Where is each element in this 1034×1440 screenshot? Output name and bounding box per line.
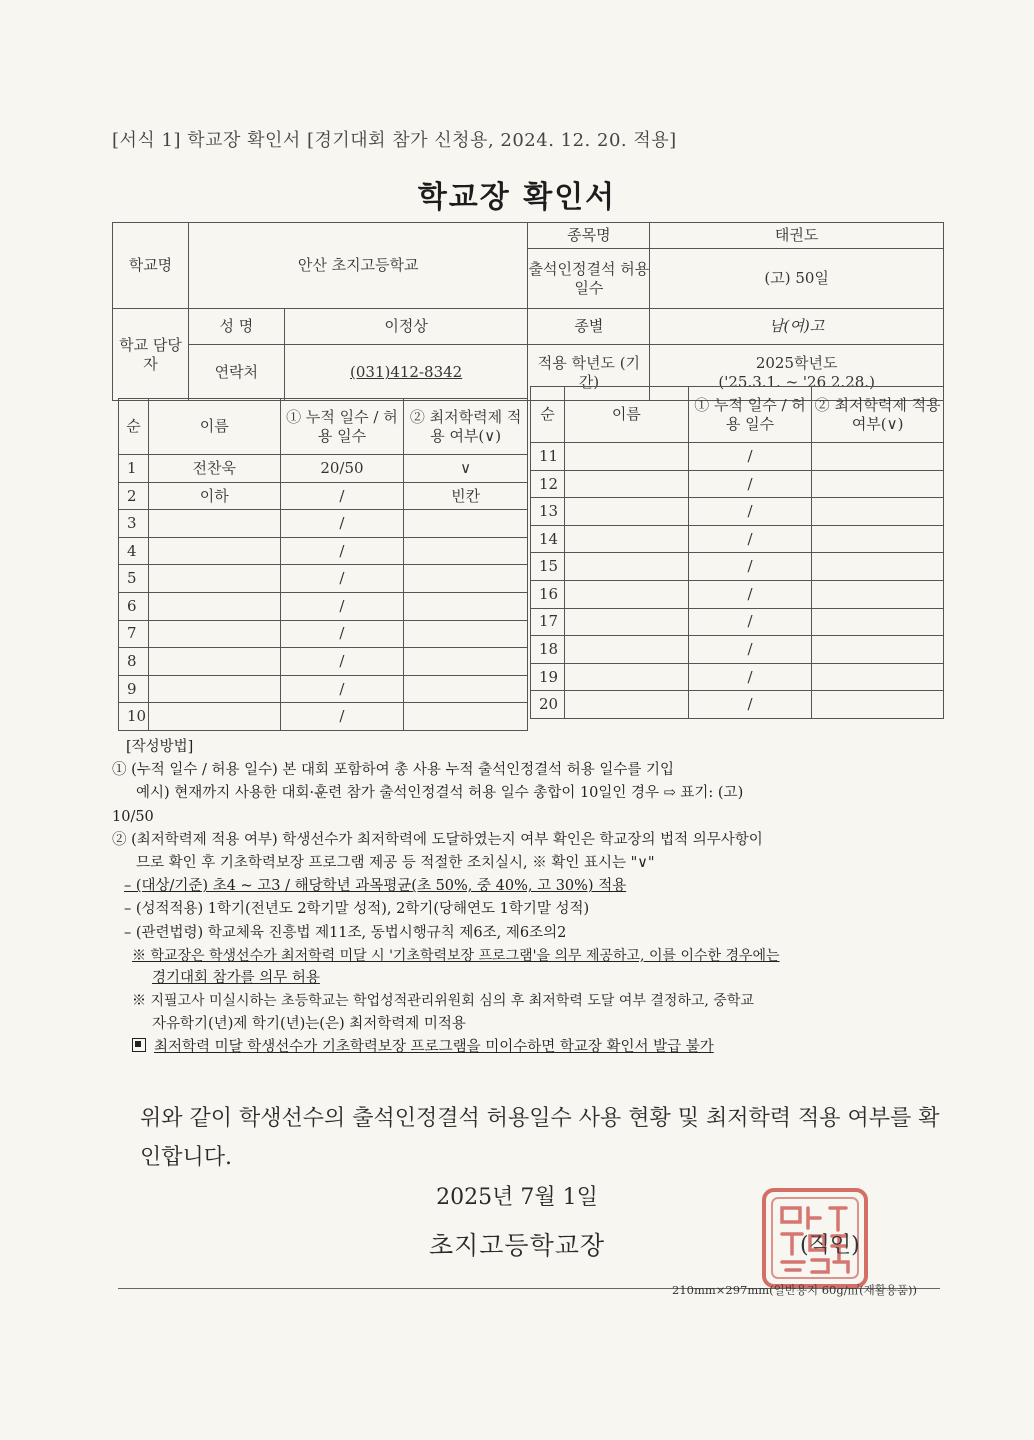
row-number: 14 bbox=[531, 525, 565, 553]
students-table-left bbox=[118, 398, 528, 731]
days-used: / bbox=[280, 482, 404, 510]
minimum-grade-check bbox=[404, 620, 528, 648]
student-name: 전찬욱 bbox=[148, 455, 280, 483]
student-name bbox=[564, 553, 688, 581]
method-line-7: – (성적적용) 1학기(전년도 2학기말 성적), 2학기(당해연도 1학기말 성적) bbox=[124, 901, 590, 918]
minimum-grade-check bbox=[812, 608, 944, 636]
row-number: 18 bbox=[531, 636, 565, 664]
table-row bbox=[531, 470, 944, 498]
writing-method bbox=[112, 736, 942, 1059]
student-name bbox=[148, 703, 280, 731]
method-line-3: 10/50 bbox=[112, 808, 154, 825]
table-row bbox=[119, 510, 528, 538]
row-number: 4 bbox=[119, 537, 149, 565]
table-row bbox=[531, 663, 944, 691]
method-line-10: 경기대회 참가를 의무 허용 bbox=[152, 970, 320, 987]
days-used: / bbox=[688, 663, 812, 691]
row-number: 5 bbox=[119, 565, 149, 593]
header-name: 이름 bbox=[564, 387, 688, 443]
method-line-2: 예시) 현재까지 사용한 대회·훈련 참가 출석인정결석 허용 일수 총합이 10일인 경우 ⇨ 표기: (고) bbox=[136, 785, 744, 802]
days-used: / bbox=[688, 636, 812, 664]
minimum-grade-check bbox=[812, 498, 944, 526]
header-days: ① 누적 일수 / 허용 일수 bbox=[688, 387, 812, 443]
method-line-8: – (관련법령) 학교체육 진흥법 제11조, 동법시행규칙 제6조, 제6조의2 bbox=[124, 924, 567, 941]
contact-value: (031)412-8342 bbox=[350, 363, 463, 382]
days-used: / bbox=[688, 498, 812, 526]
table-row bbox=[119, 592, 528, 620]
school-value: 안산 초지고등학교 bbox=[188, 223, 528, 309]
days-label: 출석인정결석 허용 일수 bbox=[528, 249, 650, 309]
table-row bbox=[531, 498, 944, 526]
days-used: / bbox=[280, 648, 404, 676]
minimum-grade-check bbox=[404, 703, 528, 731]
minimum-grade-check: 빈칸 bbox=[404, 482, 528, 510]
student-name bbox=[148, 648, 280, 676]
row-number: 13 bbox=[531, 498, 565, 526]
table-row bbox=[119, 455, 528, 483]
name-label: 성 명 bbox=[188, 309, 284, 345]
table-row bbox=[531, 691, 944, 719]
student-name bbox=[148, 565, 280, 593]
minimum-grade-check bbox=[812, 691, 944, 719]
table-row bbox=[531, 525, 944, 553]
confirmation-text: 위와 같이 학생선수의 출석인정결석 허용일수 사용 현황 및 최저학력 적용 여부를 확인합니다. bbox=[140, 1106, 940, 1170]
minimum-grade-check bbox=[812, 525, 944, 553]
days-used: / bbox=[688, 553, 812, 581]
event-label: 종목명 bbox=[528, 223, 650, 249]
student-name bbox=[564, 525, 688, 553]
student-name bbox=[564, 608, 688, 636]
school-label: 학교명 bbox=[113, 223, 189, 309]
row-number: 19 bbox=[531, 663, 565, 691]
days-value: (고) 50일 bbox=[650, 249, 944, 309]
days-used: / bbox=[688, 691, 812, 719]
minimum-grade-check bbox=[404, 648, 528, 676]
document-title: 학교장 확인서 bbox=[417, 180, 617, 215]
minimum-grade-check bbox=[404, 592, 528, 620]
header-days: ① 누적 일수 / 허용 일수 bbox=[280, 399, 404, 455]
method-line-5: 므로 확인 후 기초학력보장 프로그램 제공 등 적절한 조치실시, ※ 확인 표시는 "∨" bbox=[136, 854, 655, 871]
checkbox-icon bbox=[132, 1038, 146, 1052]
days-used: / bbox=[688, 443, 812, 471]
method-line-11: ※ 지필고사 미실시하는 초등학교는 학업성적관리위원회 심의 후 최저학력 도달 여부 결정하고, 중학교 bbox=[132, 993, 754, 1010]
table-row bbox=[531, 636, 944, 664]
minimum-grade-check bbox=[404, 510, 528, 538]
row-number: 11 bbox=[531, 443, 565, 471]
row-number: 16 bbox=[531, 580, 565, 608]
row-number: 20 bbox=[531, 691, 565, 719]
row-number: 10 bbox=[119, 703, 149, 731]
table-row bbox=[119, 565, 528, 593]
method-heading: [작성방법] bbox=[126, 739, 194, 755]
minimum-grade-check bbox=[404, 565, 528, 593]
minimum-grade-check bbox=[404, 537, 528, 565]
header-no: 순 bbox=[531, 387, 565, 443]
student-name bbox=[564, 580, 688, 608]
paper-spec: 210mm×297mm(일반용지 60g/㎡(재활용품)) bbox=[672, 1283, 917, 1297]
student-name bbox=[564, 663, 688, 691]
days-used: / bbox=[280, 620, 404, 648]
row-number: 15 bbox=[531, 553, 565, 581]
year-label: 적용 학년도 (기간) bbox=[528, 345, 650, 401]
minimum-grade-check bbox=[404, 675, 528, 703]
days-used: / bbox=[688, 580, 812, 608]
method-line-6: – (대상/기준) 초4 ~ 고3 / 해당학년 과목평균(초 50%, 중 40%, 고 30%) 적용 bbox=[124, 878, 627, 895]
days-used: / bbox=[280, 537, 404, 565]
student-name bbox=[148, 537, 280, 565]
minimum-grade-check bbox=[812, 443, 944, 471]
days-used: / bbox=[688, 525, 812, 553]
student-name bbox=[564, 691, 688, 719]
gender-value: 남(여)고 bbox=[650, 309, 944, 345]
student-name bbox=[564, 470, 688, 498]
table-row bbox=[119, 703, 528, 731]
manager-label: 학교 담당자 bbox=[113, 309, 189, 401]
header-check: ② 최저학력제 적용 여부(∨) bbox=[404, 399, 528, 455]
method-line-1: ① (누적 일수 / 허용 일수) 본 대회 포함하여 총 사용 누적 출석인정결석 허용 일수를 기입 bbox=[112, 762, 675, 779]
days-used: / bbox=[280, 703, 404, 731]
table-row bbox=[119, 620, 528, 648]
header-name: 이름 bbox=[148, 399, 280, 455]
table-row bbox=[119, 537, 528, 565]
days-used: / bbox=[280, 565, 404, 593]
year-period: ('25.3.1. ~ '26 2.28.) bbox=[718, 372, 875, 391]
gender-label: 종별 bbox=[528, 309, 650, 345]
signer-title: 초지고등학교장 bbox=[428, 1231, 606, 1260]
minimum-grade-check bbox=[812, 553, 944, 581]
header-no: 순 bbox=[119, 399, 149, 455]
issue-date: 2025년 7월 1일 bbox=[436, 1185, 598, 1210]
table-row bbox=[119, 648, 528, 676]
student-name bbox=[148, 620, 280, 648]
table-row bbox=[531, 553, 944, 581]
days-used: 20/50 bbox=[280, 455, 404, 483]
method-note bbox=[112, 1036, 942, 1059]
row-number: 7 bbox=[119, 620, 149, 648]
days-used: / bbox=[280, 675, 404, 703]
minimum-grade-check bbox=[812, 636, 944, 664]
student-name bbox=[148, 510, 280, 538]
students-table-right bbox=[530, 386, 944, 719]
table-row bbox=[531, 580, 944, 608]
student-name bbox=[564, 636, 688, 664]
contact-label: 연락처 bbox=[188, 345, 284, 401]
days-used: / bbox=[688, 608, 812, 636]
table-row bbox=[531, 608, 944, 636]
student-name bbox=[564, 498, 688, 526]
row-number: 12 bbox=[531, 470, 565, 498]
method-line-13: 최저학력 미달 학생선수가 기초학력보장 프로그램을 미이수하면 학교장 확인서 발급 불가 bbox=[154, 1038, 714, 1055]
method-line-12: 자유학기(년)제 학기(년)는(은) 최저학력제 미적용 bbox=[152, 1015, 466, 1032]
method-line-4: ② (최저학력제 적용 여부) 학생선수가 최저학력에 도달하였는지 여부 확인은 학교장의 법적 의무사항이 bbox=[112, 831, 763, 848]
student-name: 이하 bbox=[148, 482, 280, 510]
header-check: ② 최저학력제 적용 여부(∨) bbox=[812, 387, 944, 443]
days-used: / bbox=[280, 510, 404, 538]
minimum-grade-check bbox=[812, 663, 944, 691]
form-title: [서식 1] 학교장 확인서 [경기대회 참가 신청용, 2024. 12. 20. 적용] bbox=[112, 130, 677, 151]
table-row bbox=[119, 482, 528, 510]
seal-mark: (직인) bbox=[800, 1233, 860, 1258]
student-name bbox=[564, 443, 688, 471]
row-number: 2 bbox=[119, 482, 149, 510]
row-number: 3 bbox=[119, 510, 149, 538]
row-number: 6 bbox=[119, 592, 149, 620]
minimum-grade-check bbox=[812, 580, 944, 608]
row-number: 8 bbox=[119, 648, 149, 676]
year-value: 2025학년도 bbox=[755, 353, 838, 372]
school-info-table bbox=[112, 222, 944, 401]
event-value: 태권도 bbox=[650, 223, 944, 249]
student-name bbox=[148, 675, 280, 703]
row-number: 1 bbox=[119, 455, 149, 483]
name-value: 이정상 bbox=[284, 309, 528, 345]
table-row bbox=[119, 675, 528, 703]
days-used: / bbox=[688, 470, 812, 498]
minimum-grade-check: ∨ bbox=[404, 455, 528, 483]
student-name bbox=[148, 592, 280, 620]
method-line-9: ※ 학교장은 학생선수가 최저학력 미달 시 '기초학력보장 프로그램'을 의무 제공하고, 이를 이수한 경우에는 bbox=[132, 947, 780, 964]
minimum-grade-check bbox=[812, 470, 944, 498]
row-number: 9 bbox=[119, 675, 149, 703]
row-number: 17 bbox=[531, 608, 565, 636]
days-used: / bbox=[280, 592, 404, 620]
table-row bbox=[531, 443, 944, 471]
